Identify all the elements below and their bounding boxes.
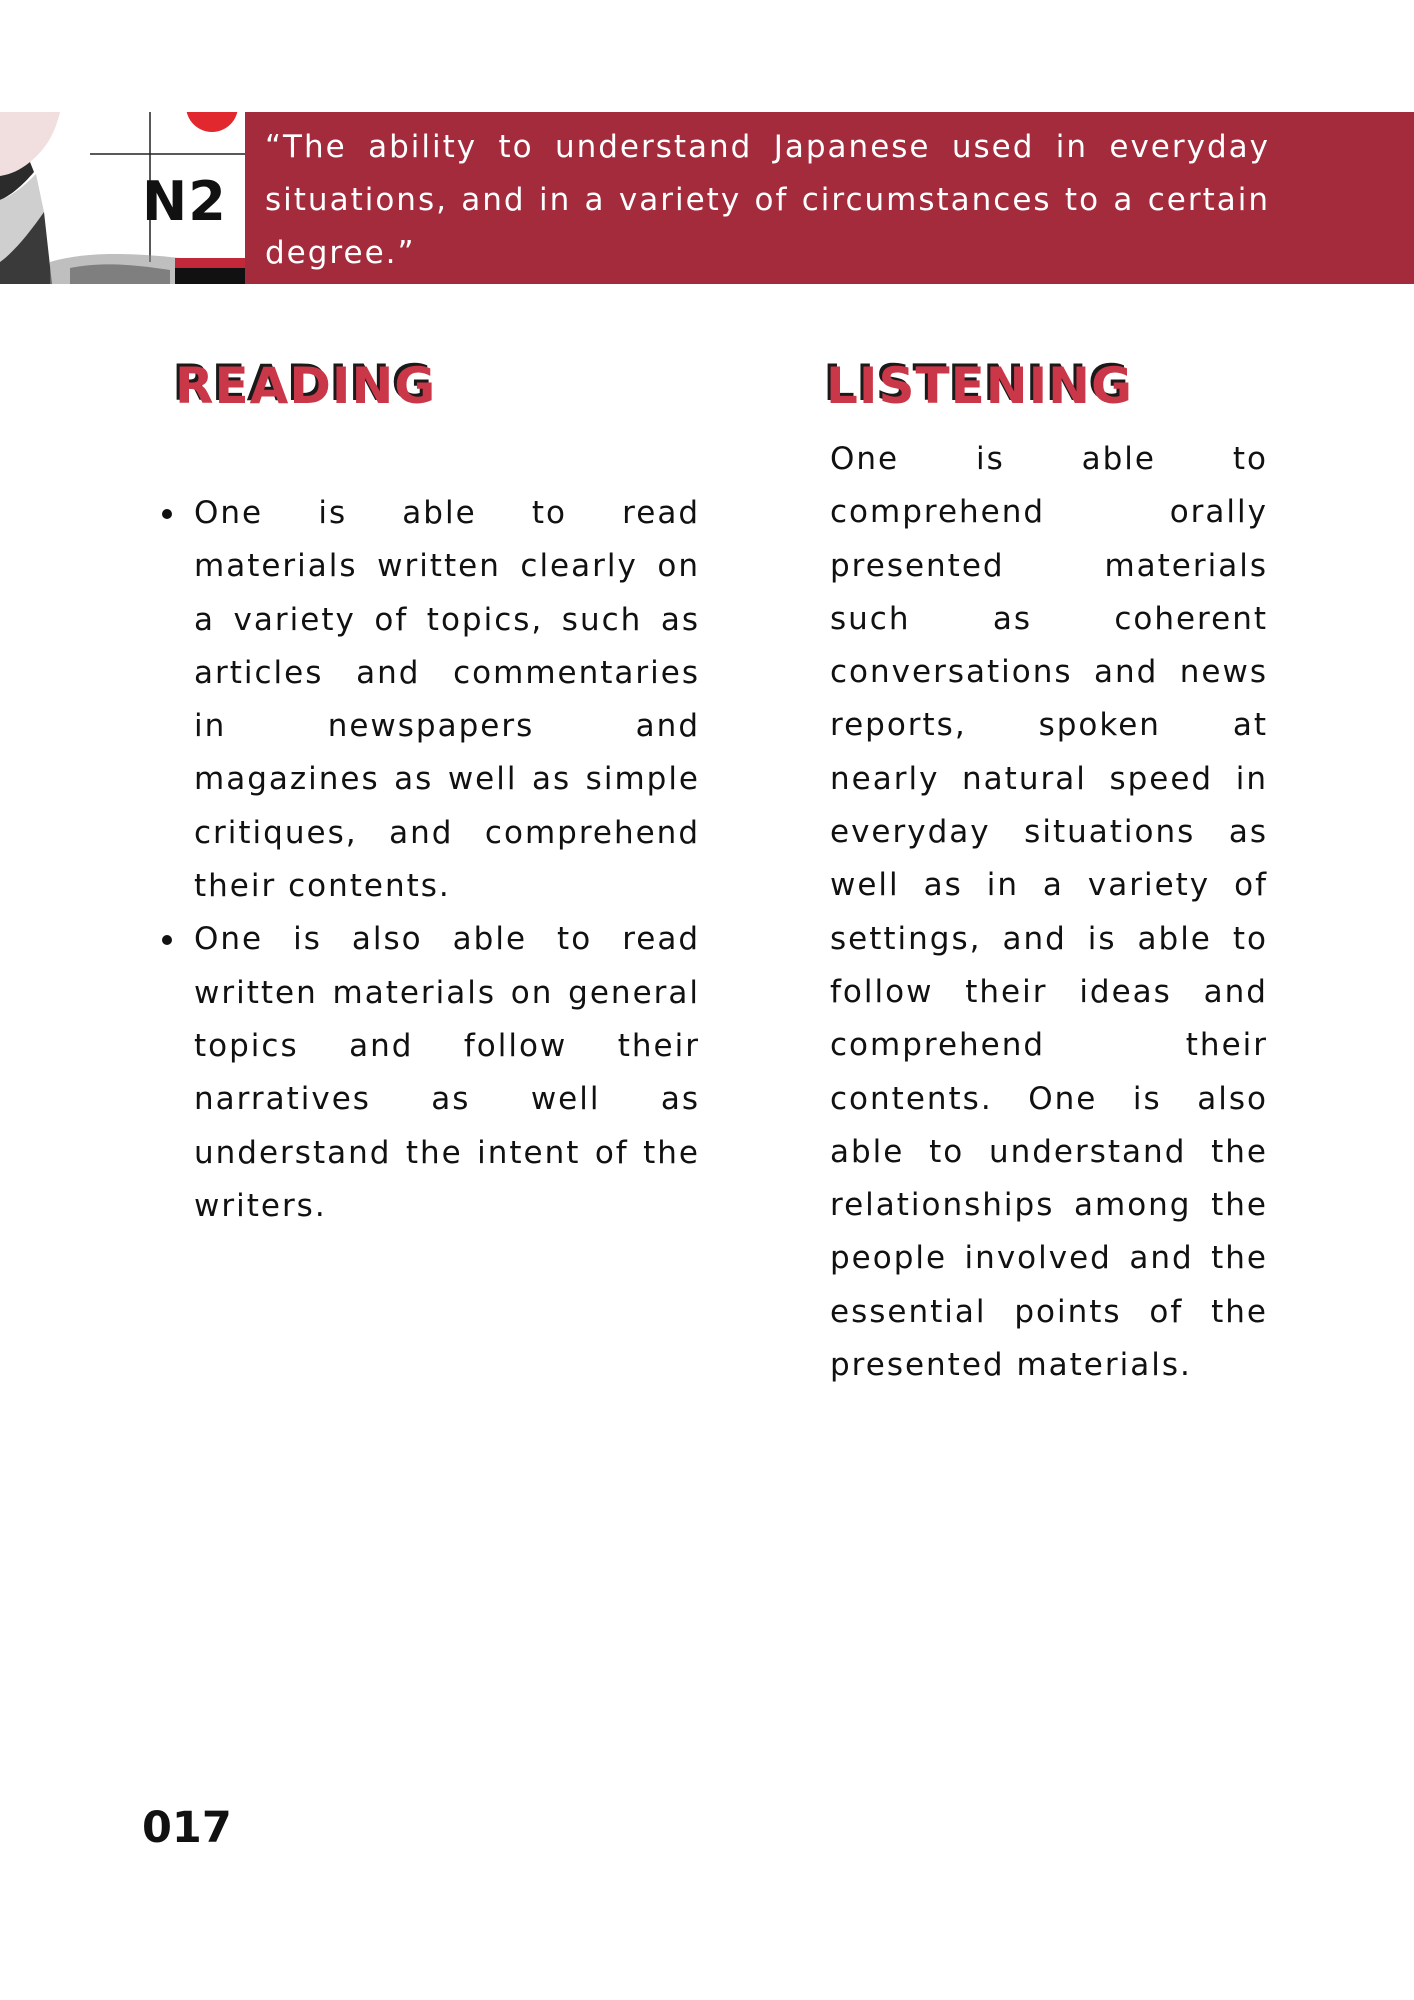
listening-heading: LISTENING [826, 357, 1134, 415]
listening-paragraph: One is able to comprehend orally presented materials such as coherent conversations and news reports, spoken at nearly natural speed in everyday situations as well as in a variety of settings, and is able to follow their ideas and comprehend their contents. One is also able to understand the relationships among the people involved and the essential points of the presented materials. [830, 441, 1268, 1384]
page-number: 017 [142, 1803, 232, 1853]
list-item [158, 913, 700, 1233]
list-item-text: One is also able to read written materials on general topics and follow their narratives as well as understand the intent of the writers. [194, 921, 700, 1224]
reading-list [158, 487, 700, 1233]
list-item-text: One is able to read materials written clearly on a variety of topics, such as articles and commentaries in newspapers and magazines as well as simple critiques, and comprehend their contents. [194, 495, 700, 905]
bullet-icon [162, 935, 172, 945]
list-item [158, 487, 700, 913]
level-description-quote: “The ability to understand Japanese used in everyday situations, and in a variety of circumstances to a certain degree.” [265, 129, 1270, 271]
reading-heading: READING [175, 357, 437, 415]
reading-section [158, 487, 700, 1233]
bullet-icon [162, 509, 172, 519]
jlpt-level-label: N2 [142, 170, 227, 233]
